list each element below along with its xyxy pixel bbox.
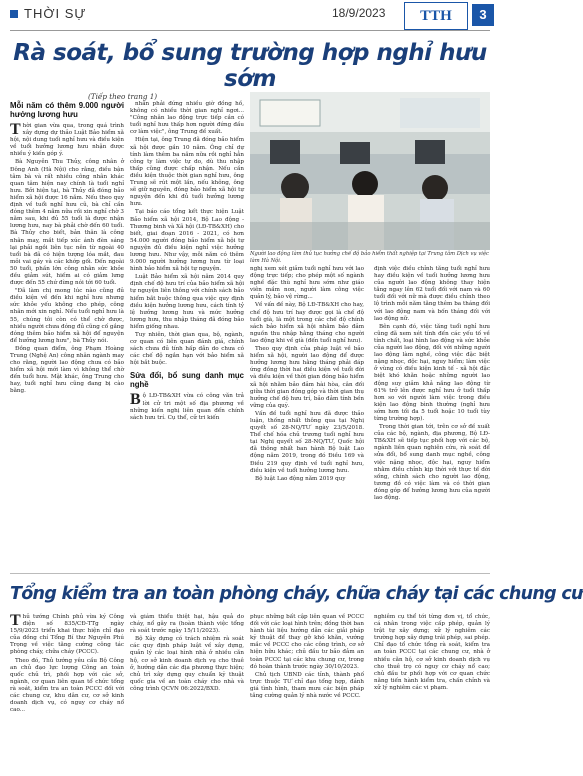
article-1-column-2	[130, 101, 244, 569]
article-2-column-2	[130, 614, 244, 694]
section-heading: Sửa đổi, bổ sung danh mục nghề	[130, 371, 244, 390]
paragraph: Bộ Xây dựng có trách nhiệm rà soát các quy định pháp luật về xây dựng, quản lý các loại hình nhà ở nhiều căn hộ, cơ sở kinh doanh dịch vụ cho thuê ở, hướng dẫn các địa phương thực hiện; chủ trì xây dựng quy chuẩn kỹ thuật quốc gia về an toàn cháy cho nhà và công trình QCVN 06:2022/BXD.	[130, 636, 244, 692]
paragraph: Về vấn đề này, Bộ LĐ-TB&XH cho hay, chế độ hưu trí hay được gọi là chế độ tuổi già, là một trong các chế độ chính sách bảo hiểm xã hội nhằm bảo đảm nguồn thu nhập hằng tháng cho người lao động khi về già (đến tuổi nghỉ hưu).	[250, 302, 364, 344]
article-1-column-1	[10, 101, 124, 397]
paragraph: hủ tướng Chính phủ vừa ký Công điện số 835/CĐ-TTg ngày 15/9/2023 triển khai thực hiện chỉ đạo của đồng chí Tổng Bí thư Nguyễn Phú Trọng về việc tăng cường công tác phòng cháy, chữa cháy (PCCC).	[10, 614, 124, 656]
paragraph: Hiện tại, ông Trung đã đóng bảo hiểm xã hội được gần 10 năm. Ông chỉ dự tính làm thêm ba năm nữa rồi nghỉ hẳn công ty làm việc tự do, dù thu nhập thấp cũng được chấp nhận. Nếu cần điều kiện thuộc thời gian nghỉ hưu, ông Trung sẽ rút một lần, nếu không, ông sẽ giữ nguyên, đóng bảo hiểm xã hội tự nguyện đến khi đủ tuổi hưởng lương hưu.	[130, 137, 244, 208]
paragraph: Theo đó, Thủ tướng yêu cầu Bộ Công an chủ đạo lực lượng Công an toàn quốc chủ trì, phối hợp với các sở, ngành, cơ quan liên quan tổ chức tổng rà soát, kiểm tra an toàn PCCC đối với các chung cư, khu dân cư, cơ sở kinh doanh dịch vụ, có nguy cơ cháy nổ cao...	[10, 657, 124, 714]
drop-cap: B	[130, 391, 141, 409]
paragraph: và giám thiểu thiệt hại, hậu quả do cháy, nổ gây ra (hoàn thành việc tổng rà soát trước ngày 15/11/2023).	[130, 614, 244, 635]
article-2-column-3	[250, 614, 364, 701]
continued-note: (Tiếp theo trang 1)	[88, 92, 158, 101]
paragraph: "Đã làm chị mong lúc nào cũng đủ điều kiện về đến khi nghỉ hưu nhưng sức khỏe yếu không cho phép, công nhân mới xin nghỉ. Nếu tuổi nghỉ hưu là 55, chúng tôi còn có thể chờ được, nhiều người chưa đóng đủ cũng cố gắng đóng thêm bảo hiểm xã hội để nguyện để hưởng lương hưu", bà Thủy nói.	[10, 288, 124, 344]
drop-cap: T	[10, 612, 21, 629]
paragraph: hời gian vừa qua, trong quá trình xây dựng dự thảo Luật Bảo hiểm xã hội, nội dung tuổi nghỉ hưu và điều kiện về tuổi hưởng lương hưu nhận được nhiều ý kiến góp ý.	[10, 123, 124, 158]
photo-caption: Người lao động làm thủ tục hưởng chế độ bảo hiểm thất nghiệp tại Trung tâm Dịch vụ việc làm Hà Nội.	[250, 251, 489, 264]
office-scene-illustration	[250, 92, 490, 250]
section-label	[10, 6, 86, 21]
article-2-column-1	[10, 614, 124, 715]
paragraph: Tuy nhiên, thời gian qua, bộ, ngành, cơ quan có liên quan đánh giá, chính sách chưa đủ tính hấp dẫn do chưa có các chế độ ngắn hạn với bảo hiểm xã hội bắt buộc.	[130, 332, 244, 367]
paragraph: Tại báo cáo tổng kết thực hiện Luật Bảo hiểm xã hội 2014, Bộ Lao động - Thương binh và Xã hội (LĐ-TB&XH) cho biết, giai đoạn 2016 - 2021, có hơn 54.000 người đóng bảo hiểm xã hội tự nguyện đủ điều kiện nghỉ việc hưởng lương hưu. Như vậy, mỗi năm có thêm 9.000 người hưởng lương hưu từ loại hình bảo hiểm xã hội tự nguyện.	[130, 209, 244, 273]
paragraph: phục những bất cập liên quan về PCCC đối với các loại hình trên; đồng thời ban hành tài liệu hướng dẫn các giải pháp kỹ thuật để thay gỡ khó khăn, vướng mắc về PCCC cho các công trình, cơ sở hiện hữu khác; chủ đầu tư bảo đảm an toàn PCCC tại các khu chung cư, trong đó hoàn thành trước ngày 30/10/2023.	[250, 614, 364, 670]
paragraph: Bên cạnh đó, việc tăng tuổi nghỉ hưu cũng đã xem xét tính đến các yếu tố về tính chất, loại hình lao động và sức khỏe của người lao động, đối với những người lao động làm nghề, công việc đặc biệt nặng nhọc, độc hại, nguy hiểm; làm việc ở vùng có điều kiện kinh tế - xã hội đặc biệt khó khăn hoặc những người lao động suy giảm khả năng lao động từ 61% trở lên được nghỉ hưu ở tuổi thấp hơn so với người làm việc trong điều kiện lao động bình thường (nghỉ hưu sớm hơn tối đa 5 tuổi hoặc 10 tuổi tùy từng trường hợp).	[374, 323, 490, 422]
page-header	[0, 0, 500, 44]
paragraph: Trong thời gian tới, trên cơ sở đề xuất của các bộ, ngành, địa phương, Bộ LĐ-TB&XH sẽ tiếp tục phối hợp với các bộ, ngành liên quan nghiên cứu, rà soát để sửa đổi, bổ sung danh mục nghề, công việc nặng nhọc, độc hại, nguy hiểm nhằm điều chỉnh kịp thời với thực tế đời sống, chính sách cho người lao động, tương đồ có việc làm và có thời gian đóng góp để hưởng lương hưu của người lao động.	[374, 424, 490, 501]
section-marker-icon	[10, 10, 18, 18]
article-photo	[250, 92, 490, 250]
article-1-column-4	[374, 266, 490, 503]
header-divider	[10, 30, 490, 31]
paragraph: Đồng quan điểm, ông Phạm Hoàng Trung (Nghệ An) công nhân ngành may cho rằng, người lao động chưa có bảo hiểm xã hội mới làm vì không thể chờ đến tuổi hưu. Mặt khác, ông Trung cho hay, tuổi nghỉ hưu cũng đang bị cào bằng.	[10, 345, 124, 395]
issue-date: 18/9/2023	[332, 6, 386, 20]
drop-cap: T	[10, 121, 21, 138]
paragraph: Theo quy định của pháp luật về bảo hiểm xã hội, người lao động để được hưởng lương hưu hằng tháng phải đáp ứng đồng thời hai điều kiện về tuổi đời và điều kiện về thời gian đóng bảo hiểm xã hội nhằm bảo đảm hài hòa, cân đối giữa thời gian đóng góp và thời gian thụ hưởng chế độ hưu trí, bảo đảm tính bền vững của quỹ.	[250, 346, 364, 409]
article-1-title: Rà soát, bổ sung trường hợp nghỉ hưu sớm	[13, 40, 487, 92]
paragraph: nghiêm cụ thể tới từng đơn vị, tổ chức, cá nhân trong việc cấp phép, quản lý trật tự xây dựng; xử lý nghiêm các trường hợp xây dựng trái phép, sai phép. Chỉ đạo tổ chức tổng rà soát, kiểm tra an toàn PCCC tại các chung cư, nhà ở nhiều căn hộ, cơ sở kinh doanh dịch vụ cho thuê trọ có nguy cơ cháy nổ cao; chủ đầu tư phối hợp với cơ quan chức năng tiến hành kiểm tra, chấn chỉnh và xử lý nghiêm các vi phạm.	[374, 614, 490, 691]
paragraph: Vấn đề tuổi nghỉ hưu đã được thảo luận, thống nhất thông qua tại Nghị quyết số 28-NQ/TƯ ngày 23/5/2018. Thể chế hóa chủ trương tuổi nghỉ hưu tại Nghị quyết số 28-NQ/TƯ, Quốc hội đã thông nhất ban hành Bộ luật Lao động năm 2019, trong đó Điều 169 và Điều 219 quy định về tuổi nghỉ hưu, điều kiện về tuổi hưởng lương hưu.	[250, 410, 364, 474]
paragraph: Luật Bảo hiểm xã hội năm 2014 quy định chế độ hưu trí của bảo hiểm xã hội tự nguyện liên thông với chính sách bảo hiểm bắt buộc thông qua việc quy định điều kiện hưởng lương hưu, cách tính tỷ lệ hưởng lương hưu và mức hưởng lương hưu, thu nhập tháng đã đóng bảo hiểm giống nhau.	[130, 274, 244, 330]
paragraph: Bà Nguyễn Thu Thủy, công nhân ở Đông Anh (Hà Nội) cho rằng, điều bận tâm bà và rất nhiều công nhân khác quan tâm hiện nay chính là tuổi nghỉ hưu. Bởi hiện tại, bà Thủy đã đóng bảo hiểm xã hội được 16 năm. Nếu theo quy định về tuổi nghỉ hưu cũ, bà chỉ cần đóng thêm 4 năm nữa rồi xin nghỉ chờ 3 năm sau, khi đủ 55 tuổi là được nhận lương hưu, nay bà phải chờ đến 60 tuổi. Bà Thủy cho biết, bản thân là công nhân may, mắt tiếp xúc ánh đèn sáng lại phải ngồi liên tục nên từ ngoài 40 tuổi bà đã có hiện tượng lóa mắt, đau mỏi vai gáy và các khớp gối. Đến ngoài 50 tuổi, phần lớn công nhân sức khỏe đều giảm sút, hiếm ai có giảm lưng được đến 55 chứ đừng nói tới 60 tuổi.	[10, 159, 124, 287]
paragraph: nhân phải đứng nhiều giờ đồng hồ, không có nhiều thời gian nghỉ ngơi... "Công nhân lao động trực tiếp cần có tuổi nghỉ hưu thấp hơn người đứng đầu cơ làm việc", ông Trung đề xuất.	[130, 101, 244, 136]
article-2-title: Tổng kiểm tra an toàn phòng cháy, chữa cháy tại các chung cư	[10, 584, 583, 604]
page-number: 3	[472, 4, 494, 26]
section-name: THỜI SỰ	[24, 6, 87, 21]
article-divider	[10, 573, 490, 574]
section-heading: Mỗi năm có thêm 9.000 người hưởng lương hưu	[10, 101, 124, 119]
paragraph: Chủ tịch UBND các tỉnh, thành phố trực thuộc TƯ chỉ đạo tổng hợp, đánh giá tình hình, tham mưu các biện pháp tăng cường quản lý nhà nước về PCCC.	[250, 671, 364, 700]
article-1-column-3	[250, 266, 364, 484]
paragraph: ộ LĐ-TB&XH vừa có công văn trả lời cử tri một số địa phương về những kiến nghị liên quan đến chính sách hưu trí. Cụ thể, cử tri kiến	[130, 393, 244, 421]
paragraph: định việc điều chỉnh tăng tuổi nghỉ hưu hay điều kiện về tuổi hưởng lương hưu của người lao động không thay hiện tăng ngay lên 62 tuổi đối với nam và 60 tuổi đối với nữ mà được điều chỉnh theo lộ trình mỗi năm tăng thêm ba tháng đối với lao động nam và bốn tháng đối với lao động nữ.	[374, 266, 490, 322]
paragraph: Bộ luật Lao động năm 2019 quy	[255, 475, 346, 482]
article-2-column-4	[374, 614, 490, 693]
newspaper-logo: TTH	[404, 2, 468, 30]
paragraph: nghị xem xét giảm tuổi nghỉ hưu với lao động trực tiếp; cho phép một số ngành nghề đặc thù nghỉ hưu sớm như giáo viên mầm non, người làm công việc quản lý, bảo vệ rừng...	[250, 266, 364, 301]
